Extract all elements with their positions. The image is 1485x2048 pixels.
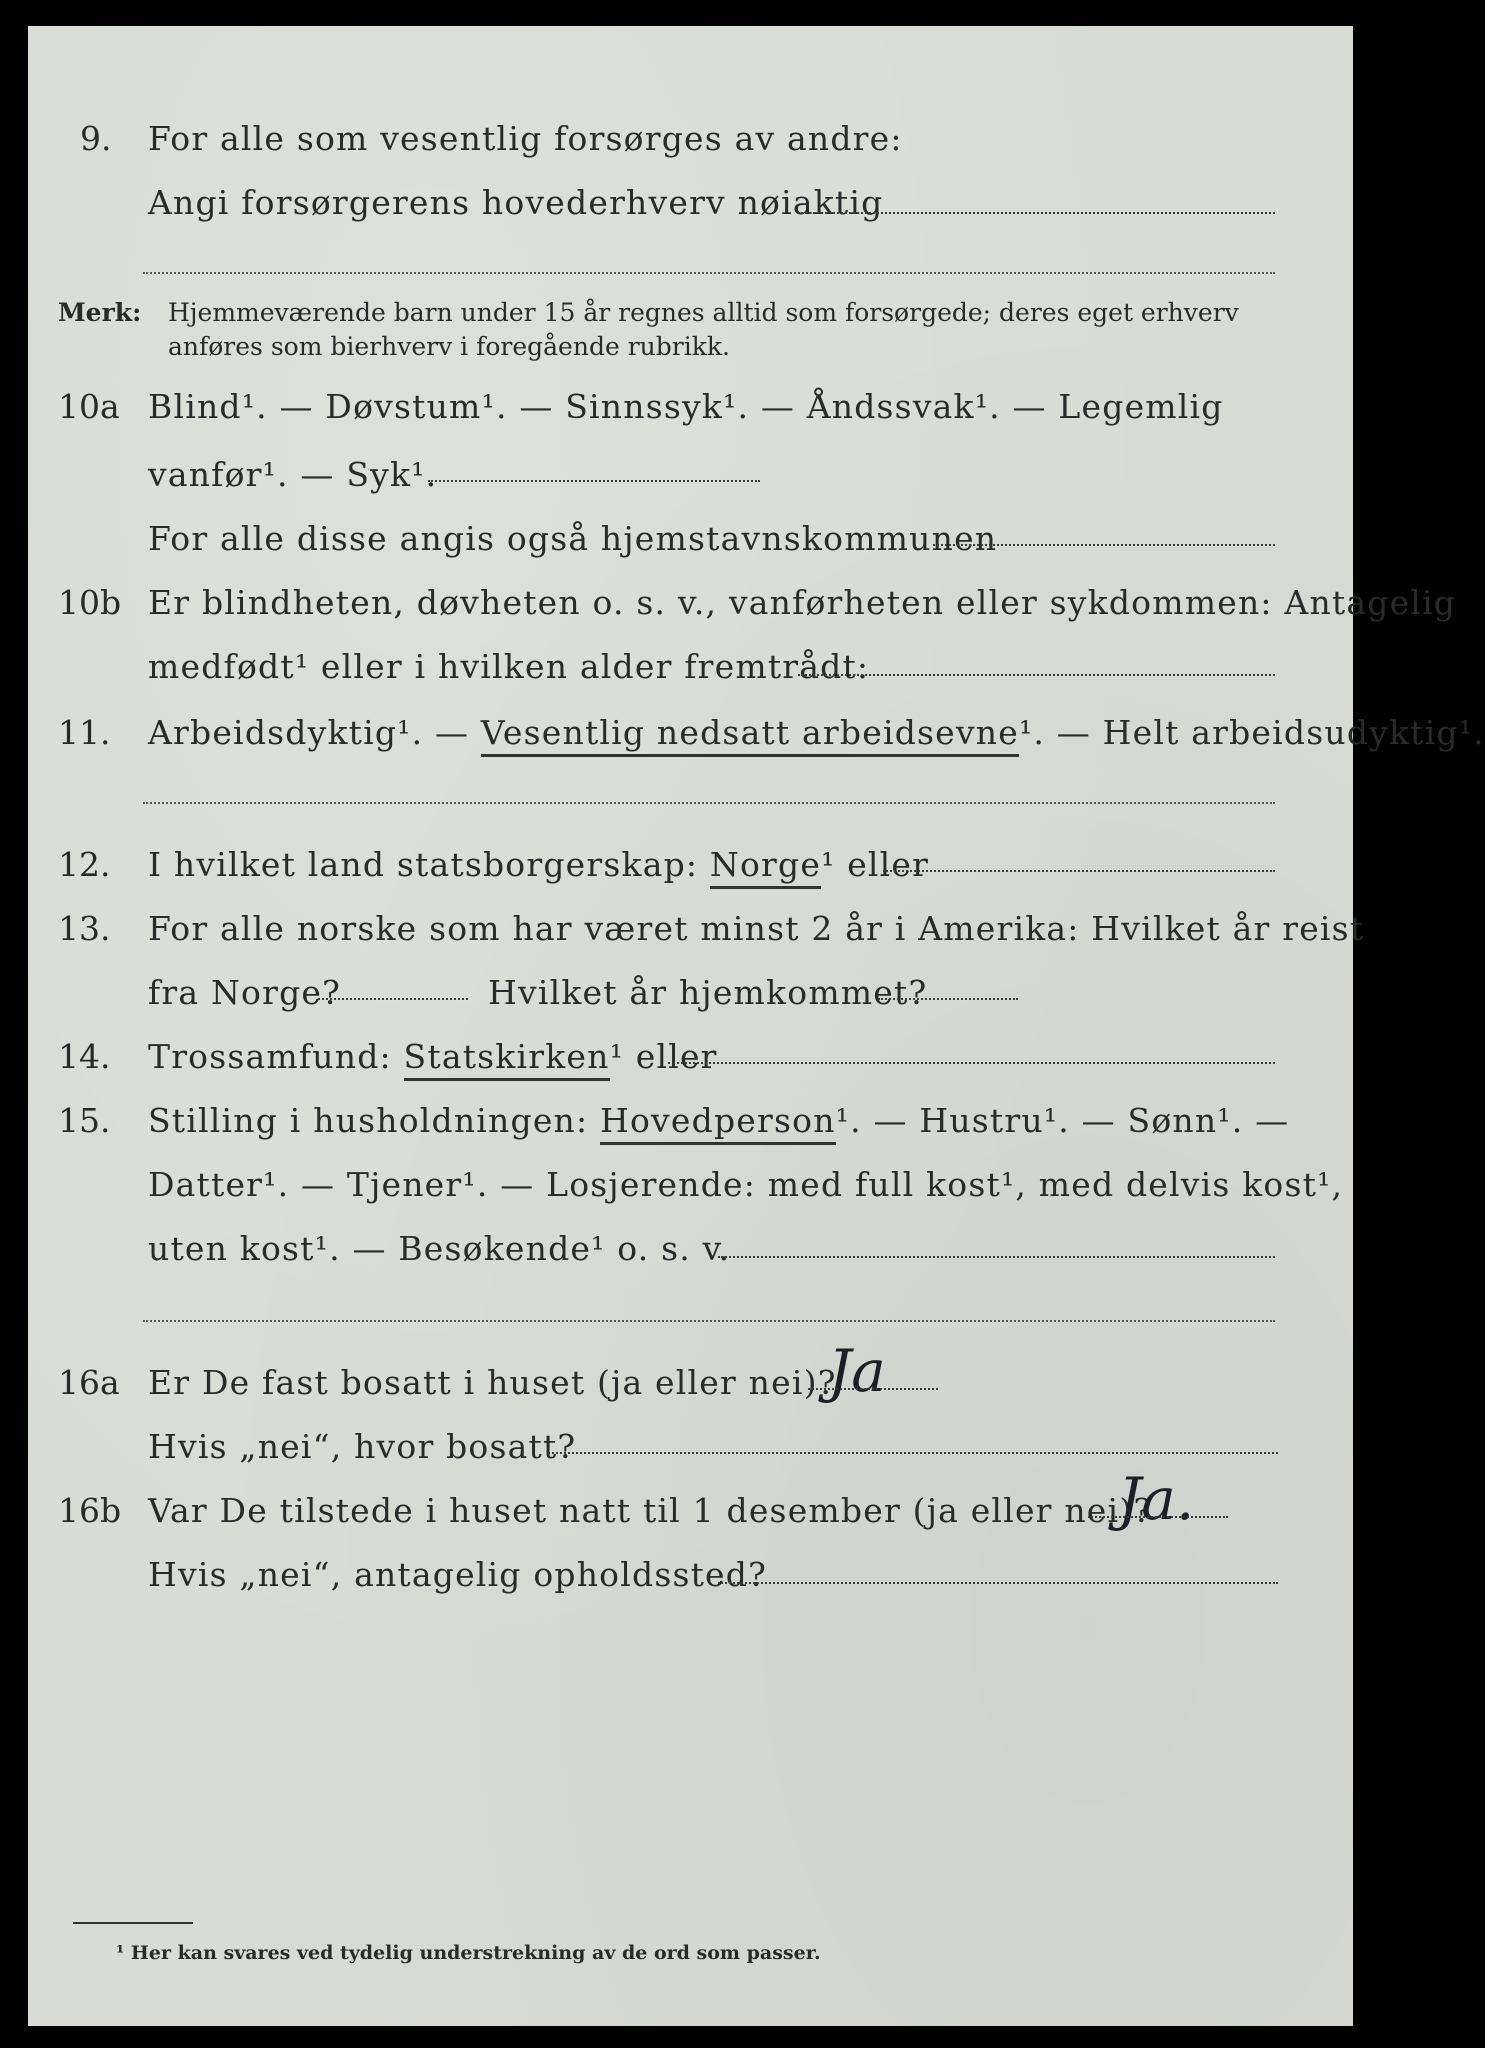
q13-return-line[interactable] (878, 998, 1018, 1000)
q14-answer-line[interactable] (668, 1062, 1275, 1064)
q16a-line2: Hvis „nei“, hvor bosatt? (148, 1427, 577, 1466)
q9-second-line[interactable] (143, 272, 1275, 274)
q12-option-eller: ¹ eller (821, 845, 930, 884)
q15-line1 (148, 1101, 1290, 1140)
q11-number: 11. (58, 713, 111, 752)
q11-option-arbeidsdyktig: Arbeidsdyktig¹. — (148, 713, 481, 752)
q12-option-norge-underlined: Norge (710, 845, 821, 889)
q16a-residence-line[interactable] (548, 1452, 1278, 1454)
q16a-handwritten-answer: Ja (828, 1337, 886, 1405)
q15-second-line[interactable] (143, 1320, 1275, 1322)
q13-line2a: fra Norge? (148, 973, 342, 1012)
q14-label: Trossamfund: (148, 1037, 404, 1076)
q11-line (148, 713, 1485, 752)
q10b-answer-line[interactable] (798, 674, 1275, 676)
q14-number: 14. (58, 1037, 111, 1076)
merk-line2: anføres som bierhverv i foregående rubrikk. (168, 332, 730, 361)
footnote-separator (73, 1922, 193, 1924)
q14-line (148, 1037, 718, 1076)
q16b-handwritten-answer: Ja. (1118, 1465, 1195, 1533)
q10a-line3: For alle disse angis også hjemstavnskommunen (148, 519, 998, 558)
q16b-location-line[interactable] (718, 1582, 1278, 1584)
q13-line2b: Hvilket år hjemkommet? (488, 973, 928, 1012)
q12-answer-line[interactable] (883, 870, 1275, 872)
merk-label: Merk: (58, 298, 142, 327)
footnote: ¹ Her kan svares ved tydelig understrekning av de ord som passer. (116, 1942, 821, 1964)
q15-label: Stilling i husholdningen: (148, 1101, 601, 1140)
census-form-page (28, 26, 1485, 2026)
q16b-number: 16b (58, 1491, 122, 1530)
q14-option-statskirken-underlined: Statskirken (404, 1037, 610, 1081)
q10b-line1: Er blindheten, døvheten o. s. v., vanførheten eller sykdommen: Antagelig (148, 583, 1457, 622)
q13-line1: For alle norske som har været minst 2 år i Amerika: Hvilket år reist (148, 909, 1365, 948)
q10a-line1: Blind¹. — Døvstum¹. — Sinnssyk¹. — Åndssvak¹. — Legemlig (148, 387, 1224, 426)
q9-answer-line[interactable] (798, 212, 1275, 214)
q14-option-eller: ¹ eller (609, 1037, 718, 1076)
q10b-line2: medfødt¹ eller i hvilken alder fremtrådt: (148, 647, 870, 686)
q12-label: I hvilket land statsborgerskap: (148, 845, 710, 884)
q15-answer-line[interactable] (718, 1256, 1275, 1258)
q16a-line1: Er De fast bosatt i huset (ja eller nei)? (148, 1363, 837, 1402)
merk-line1: Hjemmeværende barn under 15 år regnes alltid som forsørgede; deres eget erhverv (168, 298, 1239, 327)
q15-line3: uten kost¹. — Besøkende¹ o. s. v. (148, 1229, 731, 1268)
q12-number: 12. (58, 845, 111, 884)
q9-line2: Angi forsørgerens hovederhverv nøiaktig (148, 183, 884, 222)
q11-option-nedsatt-underlined: Vesentlig nedsatt arbeidsevne (481, 713, 1019, 757)
q15-line2: Datter¹. — Tjener¹. — Losjerende: med full kost¹, med delvis kost¹, (148, 1165, 1344, 1204)
q12-line (148, 845, 930, 884)
q10a-municipality-line[interactable] (933, 544, 1275, 546)
q15-options-rest: ¹. — Hustru¹. — Sønn¹. — (835, 1101, 1290, 1140)
q15-option-hovedperson-underlined: Hovedperson (600, 1101, 836, 1145)
q10b-number: 10b (58, 583, 122, 622)
q9-number: 9. (80, 119, 112, 158)
q16a-number: 16a (58, 1363, 120, 1402)
q9-line1: For alle som vesentlig forsørges av andre: (148, 119, 903, 158)
q16b-line1: Var De tilstede i huset natt til 1 desember (ja eller nei)? (148, 1491, 1153, 1530)
q16b-line2: Hvis „nei“, antagelig opholdssted? (148, 1555, 767, 1594)
q11-second-line[interactable] (143, 802, 1275, 804)
q10a-answer-line[interactable] (428, 480, 760, 482)
q13-departure-line[interactable] (318, 998, 468, 1000)
q16b-answer-line[interactable] (1088, 1516, 1228, 1518)
q10a-number: 10a (58, 387, 120, 426)
q13-number: 13. (58, 909, 111, 948)
q15-number: 15. (58, 1101, 111, 1140)
q10a-line2: vanfør¹. — Syk¹. (148, 455, 438, 494)
q16a-answer-line[interactable] (808, 1388, 938, 1390)
q11-option-udyktig: ¹. — Helt arbeidsudyktig¹. (1018, 713, 1485, 752)
